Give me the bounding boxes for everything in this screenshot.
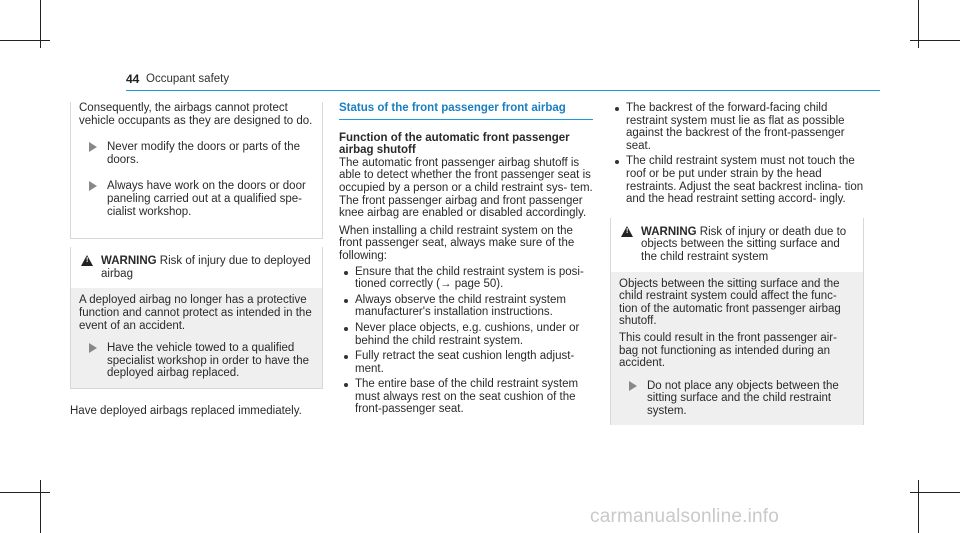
step-item xyxy=(79,342,314,380)
bullet-list xyxy=(339,266,593,417)
step-text: Have the vehicle towed to a qualified specialist workshop in order to have the deployed airbag replaced. xyxy=(107,342,309,380)
list-item: Fully retract the seat cushion length adjust- ment. xyxy=(339,350,593,375)
warning-label: WARNING xyxy=(101,255,157,268)
list-item: Never place objects, e.g. cushions, under or behind the child restraint system. xyxy=(339,322,593,347)
step-text: Never modify the doors or parts of the doors. xyxy=(107,141,301,166)
list-item: The child restraint system must not touch the roof or be put under strain by the head restraints. Adjust the seat backrest inclina- tion and the head restraint setting accord- ingly. xyxy=(610,155,864,205)
step-item xyxy=(619,380,855,418)
crop-mark xyxy=(0,492,50,493)
crop-mark xyxy=(910,492,960,493)
header-rule xyxy=(126,90,880,91)
sub-title: Function of the automatic front passenger airbag shutoff xyxy=(339,131,570,157)
list-item: The entire base of the child restraint system must always rest on the seat cushion of the front-passenger seat. xyxy=(339,378,593,416)
column-1 xyxy=(70,102,323,418)
warning-body xyxy=(71,288,322,388)
list-item: Ensure that the child restraint system is posi- tioned correctly (→ page 50). xyxy=(339,266,593,291)
warning-box xyxy=(70,247,323,389)
warning-header xyxy=(611,218,863,272)
step-text: Do not place any objects between the sitting surface and the child restraint system. xyxy=(647,379,839,417)
warning-text: Objects between the sitting surface and the child restraint system could affect the func- tion of the automatic front passenger airbag shutoff. xyxy=(619,277,841,328)
warning-body xyxy=(611,272,863,426)
outro-text: Have deployed airbags replaced immediately. xyxy=(70,404,302,417)
crop-mark xyxy=(910,40,960,41)
list-item: The backrest of the forward-facing child restraint system must lie as flat as possible against the backrest of the front-passenger seat. xyxy=(610,102,864,152)
step-item xyxy=(79,141,314,166)
page-number: 44 xyxy=(126,72,140,86)
step-text: Always have work on the doors or door paneling carried out at a qualified spe- cialist workshop. xyxy=(107,180,306,218)
step-arrow-icon xyxy=(629,381,637,391)
paragraph: The automatic front passenger airbag shutoff is able to detect whether the front passenger seat is occupied by a person or a child restraint sys- tem. The front passenger airbag and front passenger knee airbag are enabled or disabled accordingly. xyxy=(339,156,593,220)
warning-header xyxy=(71,247,322,288)
section-title: Status of the front passenger front airbag xyxy=(339,102,593,120)
crop-mark xyxy=(40,480,41,533)
warning-triangle-icon: ! xyxy=(621,226,633,237)
warning-title: Risk of injury or death due to objects between the sitting surface and the child restraint system xyxy=(641,225,847,263)
warning-text: A deployed airbag no longer has a protective function and cannot protect as intended in the event of an accident. xyxy=(79,294,312,332)
warning-label: WARNING xyxy=(641,225,697,238)
chapter-title: Occupant safety xyxy=(146,73,230,85)
warning-text: This could result in the front passenger air- bag not functioning as intended during an accident. xyxy=(619,331,837,370)
step-arrow-icon xyxy=(89,142,97,152)
intro-text: Consequently, the airbags cannot protect vehicle occupants as they are designed to do. xyxy=(79,102,313,127)
column-3 xyxy=(610,102,864,425)
bullet-list xyxy=(610,102,864,206)
watermark: carmanualsonline.info xyxy=(590,506,780,527)
notice-box xyxy=(70,102,323,239)
step-arrow-icon xyxy=(89,181,97,191)
warning-title: Risk of injury due to deployed airbag xyxy=(101,255,311,280)
crop-mark xyxy=(918,480,919,533)
list-item: Always observe the child restraint system manufacturer's installation instructions. xyxy=(339,294,593,319)
crop-mark xyxy=(0,40,50,41)
column-2 xyxy=(339,102,593,416)
warning-box xyxy=(610,218,864,426)
step-arrow-icon xyxy=(89,343,97,353)
step-item xyxy=(79,180,314,218)
warning-triangle-icon: ! xyxy=(81,255,93,266)
paragraph: When installing a child restraint system on the front passenger seat, always make sure of the following: xyxy=(339,224,575,262)
